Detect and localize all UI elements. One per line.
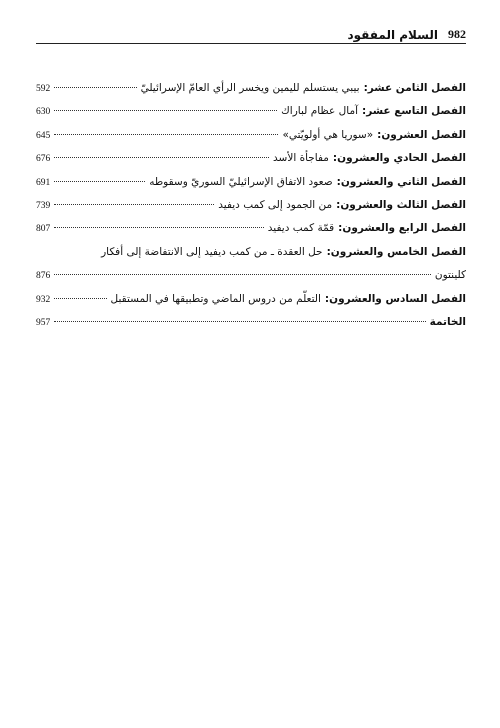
chapter-title: من الجمود إلى كمب ديفيد xyxy=(218,198,333,211)
chapter-label: الفصل السادس والعشرون: xyxy=(324,292,466,305)
toc-entry xyxy=(36,176,466,199)
page-ref: 932 xyxy=(36,294,51,305)
page-header xyxy=(36,20,466,42)
page-number: 982 xyxy=(448,27,466,41)
page-ref: 691 xyxy=(36,177,51,188)
chapter-label: الفصل الرابع والعشرون: xyxy=(338,222,466,235)
page-ref: 807 xyxy=(36,224,51,235)
toc-entry xyxy=(36,222,466,245)
page-ref: 645 xyxy=(36,130,51,141)
chapter-label: الفصل التاسع عشر: xyxy=(362,105,466,118)
dot-leader xyxy=(54,274,431,275)
dot-leader xyxy=(54,134,278,135)
toc-entry xyxy=(36,152,466,175)
dot-leader xyxy=(54,110,277,111)
toc-entry xyxy=(36,246,466,269)
page-ref: 957 xyxy=(36,317,51,328)
dot-leader xyxy=(54,181,145,182)
toc-entry xyxy=(36,293,466,316)
header-rule xyxy=(36,43,466,44)
chapter-label: الفصل الثامن عشر: xyxy=(363,82,466,94)
chapter-title: التعلّم من دروس الماضي وتطبيقها في المستقبل xyxy=(110,292,321,305)
toc-entry xyxy=(36,129,466,152)
toc-entry xyxy=(36,316,466,339)
chapter-title-continuation: كلينتون xyxy=(434,269,466,282)
dot-leader xyxy=(54,157,269,158)
dot-leader xyxy=(54,298,106,299)
chapter-label: الفصل الخامس والعشرون: xyxy=(326,245,466,258)
chapter-title: مفاجأة الأسد xyxy=(273,152,329,165)
book-title: السلام المفقود xyxy=(347,28,438,42)
chapter-label: الفصل الحادي والعشرون: xyxy=(332,152,466,165)
chapter-title: قمّة كمب ديفيد xyxy=(267,222,335,235)
chapter-title: «سوريا هي أولويّتي» xyxy=(282,128,374,141)
table-of-contents xyxy=(36,82,466,339)
page-ref: 876 xyxy=(36,271,51,282)
dot-leader xyxy=(54,87,136,88)
dot-leader xyxy=(54,204,214,205)
chapter-title: حل العقدة ـ من كمب ديفيد إلى الانتفاضة إلى أفكار xyxy=(101,245,323,258)
chapter-title: آمال عظام لباراك xyxy=(281,105,358,118)
toc-entry xyxy=(36,105,466,128)
chapter-title: بيبي يستسلم لليمين ويخسر الرأي العامّ الإسرائيليّ xyxy=(140,82,360,94)
chapter-label: الفصل الثاني والعشرون: xyxy=(336,175,466,188)
page-ref: 592 xyxy=(36,84,51,94)
page-ref: 676 xyxy=(36,154,51,165)
page-ref: 630 xyxy=(36,107,51,118)
chapter-title: صعود الاتفاق الإسرائيليّ السوريّ وسقوطه xyxy=(149,175,333,188)
chapter-label: الفصل الثالث والعشرون: xyxy=(336,198,466,211)
toc-entry xyxy=(36,82,466,105)
chapter-label: الفصل العشرون: xyxy=(377,128,466,141)
toc-entry xyxy=(36,199,466,222)
chapter-label: الخاتمة xyxy=(429,315,466,328)
toc-entry-continuation xyxy=(36,269,466,292)
page-ref: 739 xyxy=(36,200,51,211)
dot-leader xyxy=(54,227,264,228)
dot-leader xyxy=(54,321,425,322)
